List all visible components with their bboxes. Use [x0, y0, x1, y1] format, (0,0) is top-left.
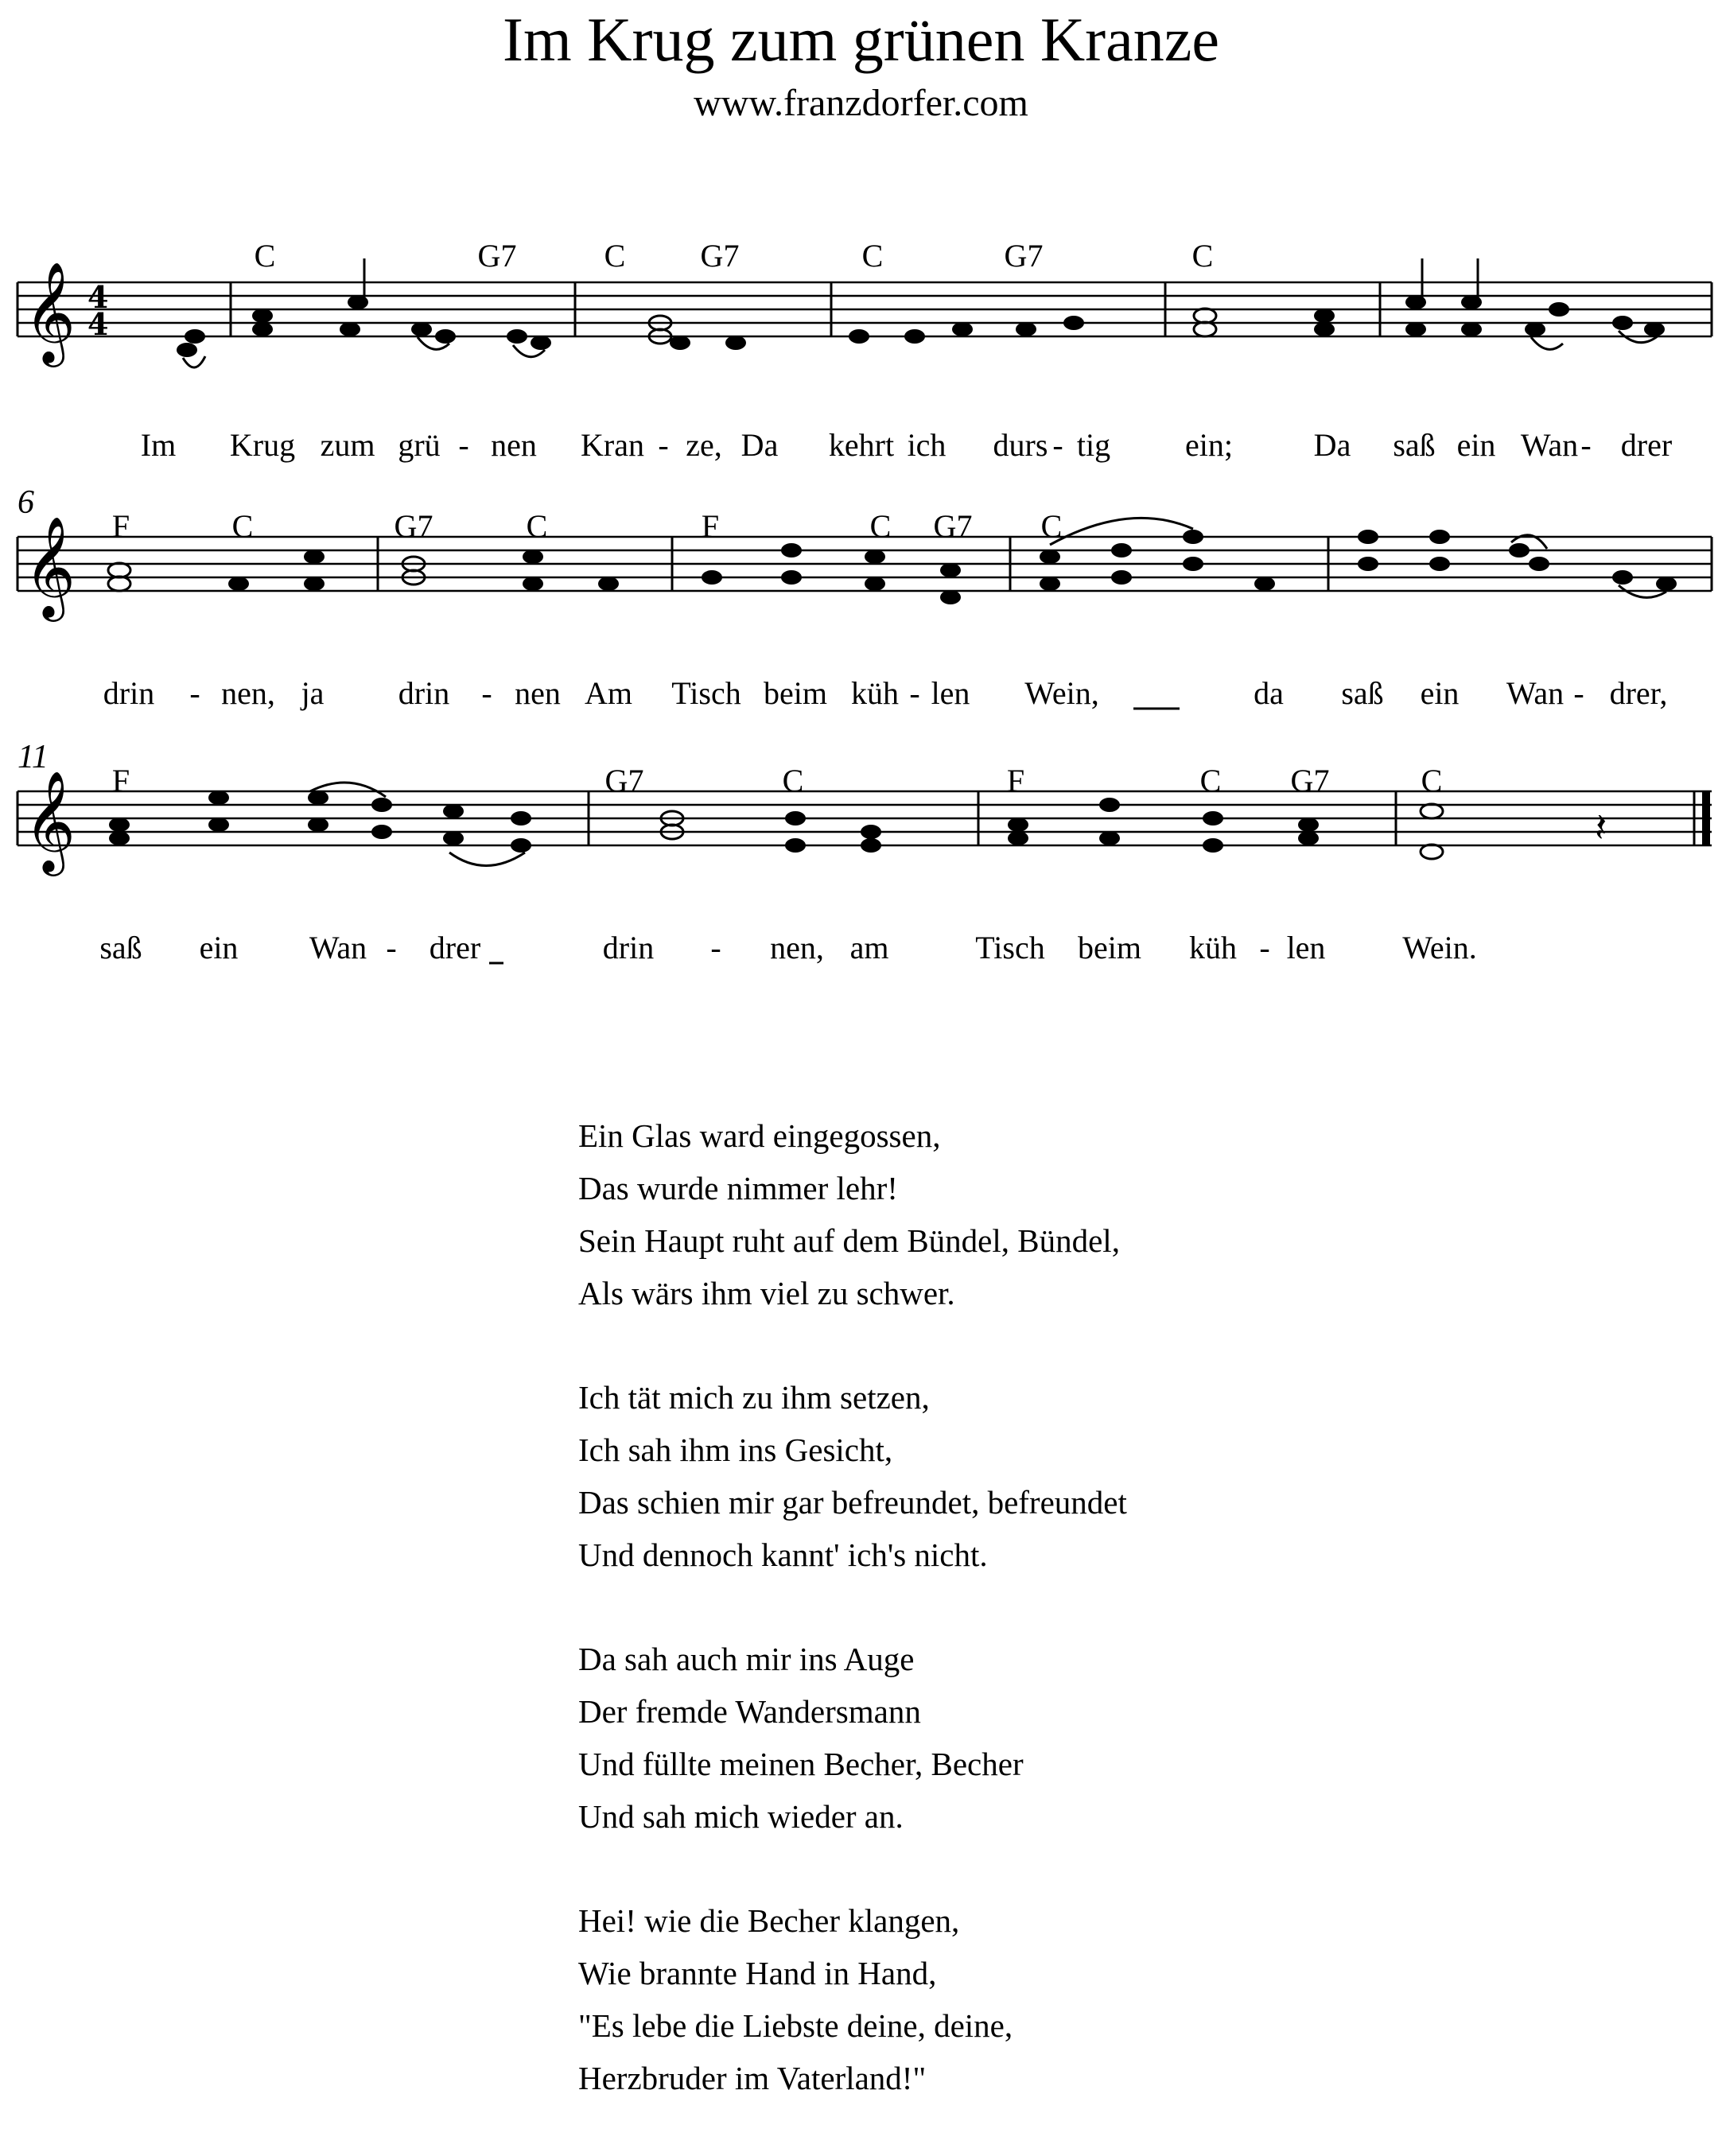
lyric-syllable: ich [907, 427, 947, 463]
stanza-3 [578, 1371, 1533, 1581]
lyric-syllable: drin [103, 675, 155, 711]
lyric-syllable: nen [515, 675, 561, 711]
verse-line: Das schien mir gar befreundet, befreundet [578, 1484, 1127, 1521]
verses [578, 1109, 1533, 2156]
svg-text:4: 4 [87, 306, 109, 342]
verse-line: Ich tät mich zu ihm setzen, [578, 1379, 930, 1416]
verse-line: Das wurde nimmer lehr! [578, 1170, 898, 1206]
chord: C [1199, 763, 1222, 798]
chord: G7 [394, 508, 433, 544]
lyric-syllable: Krug [229, 427, 296, 463]
chord: C [1191, 238, 1214, 274]
stanza-5 [578, 1894, 1533, 2104]
chord: C [254, 238, 276, 274]
verse-line: Der fremde Wandersmann [578, 1693, 921, 1730]
verse-line: "Es lebe die Liebste deine, deine, [578, 2007, 1013, 2044]
lyric-syllable: grü [398, 427, 441, 463]
lyric-syllable: - [658, 427, 669, 463]
melisma-line [489, 961, 505, 965]
chord: G7 [477, 238, 517, 274]
verse-line: Da sah auch mir ins Auge [578, 1641, 915, 1677]
chord: C [1040, 508, 1063, 544]
lyric-syllable: küh [1189, 930, 1237, 965]
lyric-syllable: Da [740, 427, 779, 463]
lyric-syllable: beim [1078, 930, 1141, 965]
chord: F [1006, 763, 1025, 798]
chord: G7 [1290, 763, 1330, 798]
lyric-syllable: Wan [1520, 427, 1579, 463]
chord: C [526, 508, 548, 544]
verse-line: Als wärs ihm viel zu schwer. [578, 1275, 955, 1311]
lyric-syllable: ein [199, 930, 239, 965]
verse-line: Und füllte meinen Becher, Becher [578, 1746, 1024, 1782]
staff-system-2 [0, 484, 1722, 732]
lyric-syllable: - [458, 427, 469, 463]
treble-clef-icon: 𝄞 [24, 770, 76, 872]
lyric-syllable: drer [429, 930, 481, 965]
chord: C [861, 238, 884, 274]
lyric-syllable: Da [1313, 427, 1351, 463]
lyric-syllable: Wan [309, 930, 367, 965]
melisma-line [1133, 706, 1181, 711]
verse-line: Hei! wie die Becher klangen, [578, 1902, 960, 1939]
lyric-syllable: drin [602, 930, 655, 965]
lyric-syllable: - [1573, 675, 1584, 711]
chord: G7 [604, 763, 644, 798]
chord: G7 [1004, 238, 1044, 274]
lyric-syllable: Kran [581, 427, 644, 463]
lyric-syllable: nen [491, 427, 537, 463]
chord: F [111, 763, 130, 798]
lyric-syllable: da [1254, 675, 1284, 711]
chord: F [111, 508, 130, 544]
treble-clef-icon: 𝄞 [24, 515, 76, 617]
stanza-4 [578, 1633, 1533, 1843]
lyric-syllable: - [1259, 930, 1270, 965]
lyric-syllable: tig [1076, 427, 1111, 463]
lyric-syllable: zum [320, 427, 375, 463]
stanza-2 [578, 1109, 1533, 1319]
chord: C [231, 508, 254, 544]
chord: C [1421, 763, 1443, 798]
lyric-syllable: - [386, 930, 397, 965]
lyric-syllable: - [1580, 427, 1592, 463]
final-barline [1702, 791, 1710, 845]
lyric-syllable: Im [140, 427, 177, 463]
lyric-syllable: ein [1420, 675, 1460, 711]
lyric-syllable: Am [585, 675, 632, 711]
lyric-syllable: Wein. [1402, 930, 1477, 965]
lyric-syllable: Tisch [975, 930, 1045, 965]
time-signature: 4 [87, 279, 109, 315]
lyric-syllable: küh [851, 675, 899, 711]
lyric-syllable: drer [1620, 427, 1673, 463]
measure-number: 6 [17, 484, 34, 521]
lyric-syllable: saß [1393, 427, 1436, 463]
verse-line: Und sah mich wieder an. [578, 1798, 904, 1835]
lyric-syllable: nen, [221, 675, 275, 711]
verse-line: Sein Haupt ruht auf dem Bündel, Bündel, [578, 1222, 1120, 1259]
lyric-syllable: kehrt [828, 427, 895, 463]
lyric-syllable: len [1286, 930, 1326, 965]
lyric-syllable: - [481, 675, 492, 711]
lyric-syllable: ja [301, 675, 325, 711]
song-title: Im Krug zum grünen Kranze [503, 5, 1219, 74]
lyric-syllable: - [189, 675, 200, 711]
chord: G7 [933, 508, 973, 544]
verse-line: Herzbruder im Vaterland!" [578, 2060, 927, 2096]
lyric-syllable: ze, [686, 427, 722, 463]
lyric-syllable: drin [398, 675, 450, 711]
lyric-syllable: nen, [770, 930, 824, 965]
chord: C [869, 508, 892, 544]
source-url: www.franzdorfer.com [694, 82, 1028, 124]
lyric-syllable: Wein, [1024, 675, 1099, 711]
lyric-syllable: beim [764, 675, 827, 711]
lyric-syllable: durs [993, 427, 1048, 463]
lyric-syllable: saß [99, 930, 142, 965]
verse-line: Und dennoch kannt' ich's nicht. [578, 1536, 988, 1573]
lyric-syllable: am [849, 930, 889, 965]
chord: C [604, 238, 626, 274]
lyric-syllable: Wan [1506, 675, 1565, 711]
lyric-syllable: len [931, 675, 970, 711]
lyric-syllable: ein; [1185, 427, 1233, 463]
lyric-syllable: - [1052, 427, 1063, 463]
staff-system-3 [0, 739, 1722, 986]
verse-line: Wie brannte Hand in Hand, [578, 1955, 937, 1991]
chord: C [782, 763, 804, 798]
chord: F [701, 508, 720, 544]
verse-line: Ich sah ihm ins Gesicht, [578, 1432, 893, 1468]
measure-number: 11 [17, 739, 49, 775]
lyric-syllable: drer, [1609, 675, 1668, 711]
verse-line: Ein Glas ward eingegossen, [578, 1117, 941, 1154]
lyric-syllable: - [909, 675, 920, 711]
lyric-syllable: - [710, 930, 721, 965]
quarter-rest-icon: 𝄽 [1595, 805, 1607, 851]
treble-clef-icon: 𝄞 [24, 261, 76, 363]
lyric-syllable: ein [1456, 427, 1496, 463]
staff-system-1 [0, 239, 1722, 477]
lyric-syllable: saß [1341, 675, 1384, 711]
chord: G7 [700, 238, 740, 274]
lyric-syllable: Tisch [671, 675, 741, 711]
